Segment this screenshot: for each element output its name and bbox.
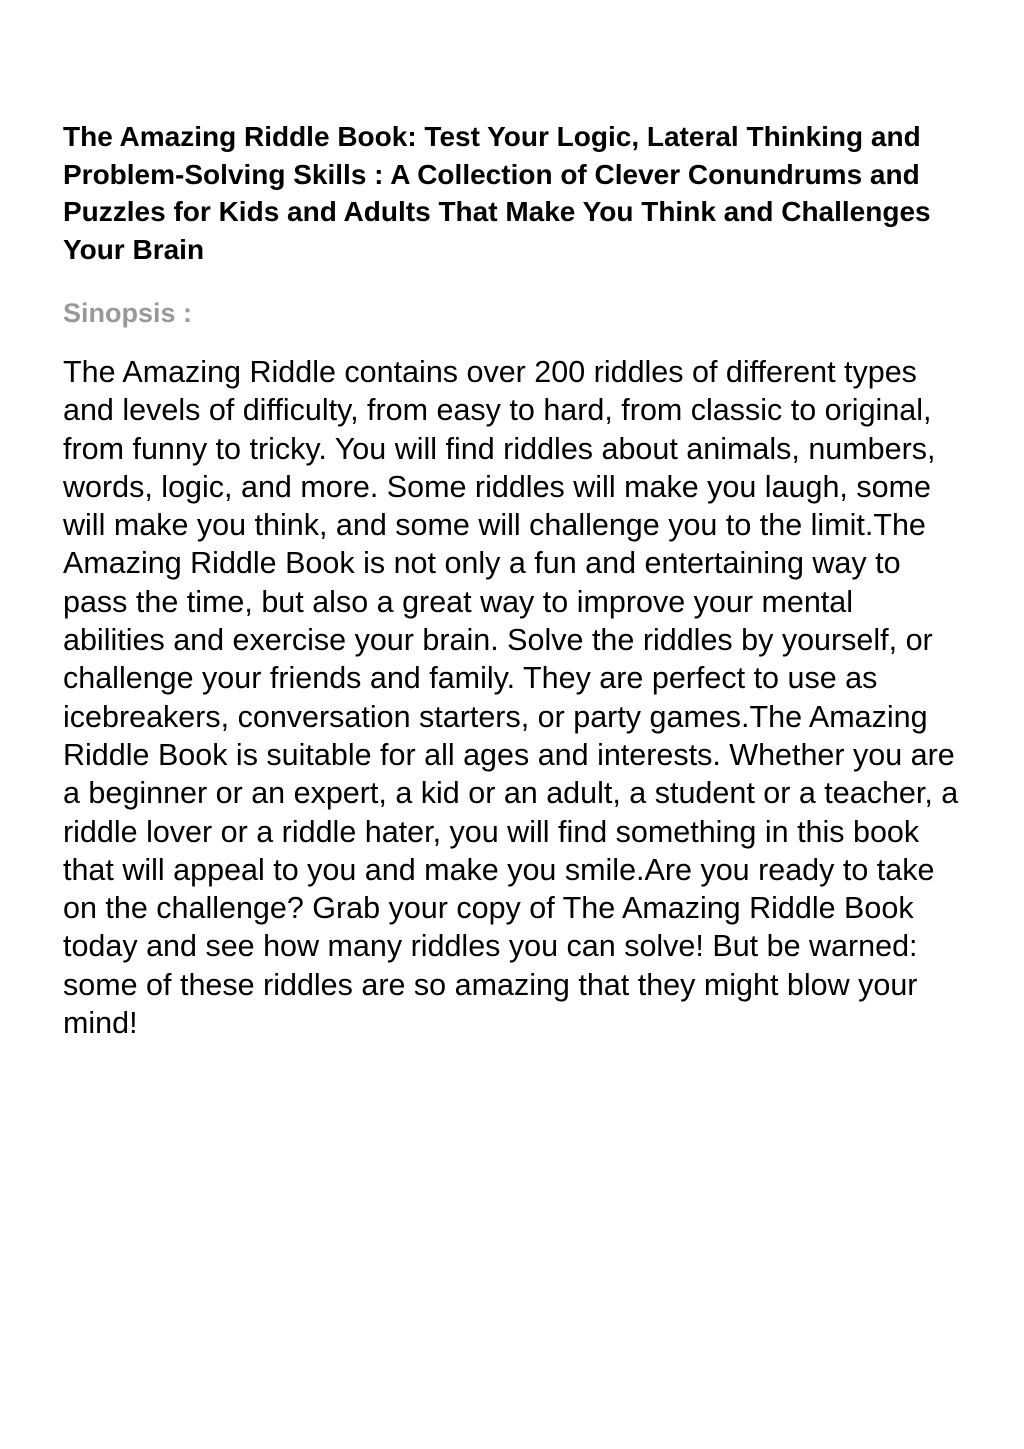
synopsis-text: The Amazing Riddle contains over 200 riddles of different types and levels of difficulty, from easy to hard, from classic to original, from funny to tricky. You will find riddles about animals, numbers, words, logic, and more. Some riddles will make you laugh, some will make you think, and some will challenge you to the limit.The Amazing Riddle Book is not only a fun and entertaining way to pass the time, but also a great way to improve your mental abilities and exercise your brain. Solve the riddles by yourself, or challenge your friends and family. They are perfect to use as icebreakers, conversation starters, or party games.The Amazing Riddle Book is suitable for all ages and interests. Whether you are a beginner or an expert, a kid or an adult, a student or a teacher, a riddle lover or a riddle hater, you will find something in this book that will appeal to you and make you smile.Are you ready to take on the challenge? Grab your copy of The Amazing Riddle Book today and see how many riddles you can solve! But be warned: some of these riddles are so amazing that they might blow your mind! [63, 355, 959, 1041]
document-page [63, 118, 963, 1042]
synopsis-label: Sinopsis : [63, 298, 193, 328]
book-title: The Amazing Riddle Book: Test Your Logic, Lateral Thinking and Problem-Solving Skills : A Collection of Clever Conundrums and Puzzles for Kids and Adults That Make You Think and Challenges Your Brain [63, 121, 931, 265]
